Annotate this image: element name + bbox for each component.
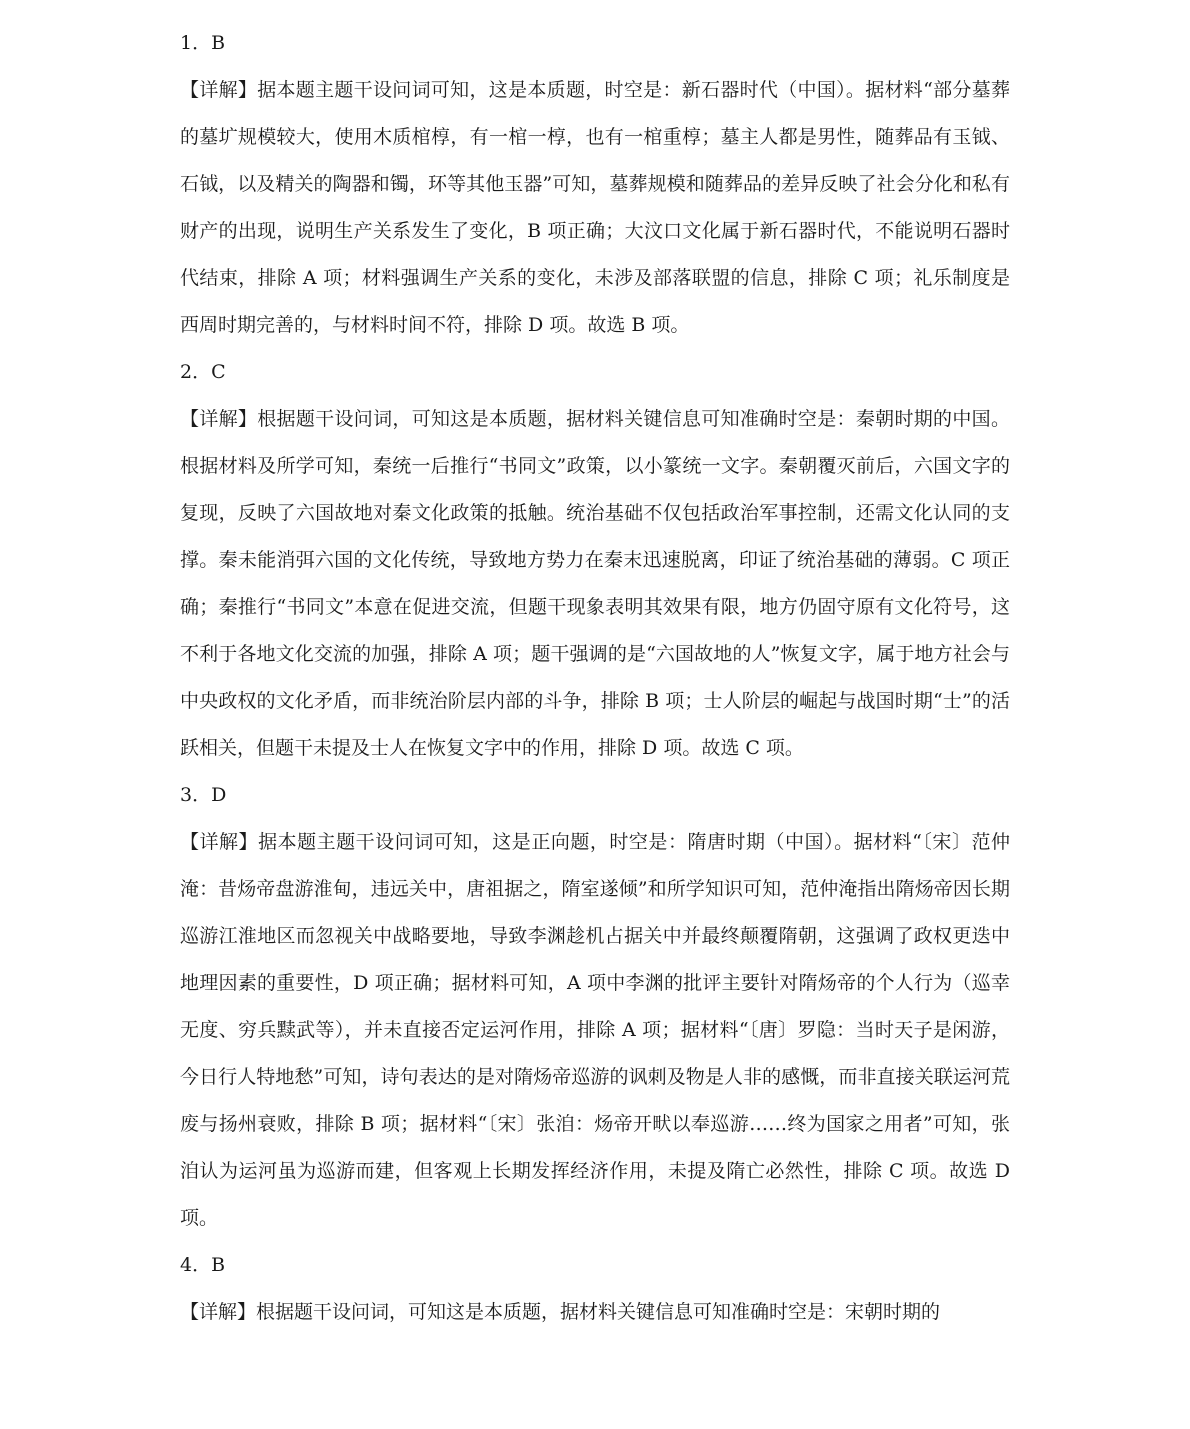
explanation-paragraph — [180, 67, 1010, 349]
explanation-tag: 【详解】 — [180, 408, 258, 430]
question-block-1 — [180, 20, 1010, 349]
explanation-tag: 【详解】 — [180, 1301, 257, 1323]
explanation-paragraph — [180, 1289, 1010, 1336]
explanation-text: 据本题主题干设问词可知，这是本质题，时空是：新石器时代（中国）。据材料“部分墓葬的墓圹规模较大，使用木质棺椁，有一棺一椁，也有一棺重椁；墓主人都是男性，随葬品有玉钺、石钺，以及精关的陶器和镯，环等其他玉器”可知，墓葬规模和随葬品的差异反映了社会分化和私有财产的出现，说明生产关系发生了变化，B 项正确；大汶口文化属于新石器时代，不能说明石器时代结束，排除 A 项；材料强调生产关系的变化，未涉及部落联盟的信息，排除 C 项；礼乐制度是西周时期完善的，与材料时间不符，排除 D 项。故选 B 项。 — [180, 79, 1010, 336]
question-block-4 — [180, 1242, 1010, 1336]
answer-label: 3．D — [180, 784, 227, 806]
explanation-tag: 【详解】 — [180, 831, 259, 853]
answer-label: 4．B — [180, 1254, 226, 1276]
question-block-3 — [180, 772, 1010, 1242]
explanation-paragraph — [180, 819, 1010, 1242]
answer-explanation-page — [180, 20, 1010, 1336]
explanation-paragraph — [180, 396, 1010, 772]
answer-label: 1．B — [180, 32, 226, 54]
question-block-2 — [180, 349, 1010, 772]
explanation-tag: 【详解】 — [180, 79, 258, 101]
explanation-text: 根据题干设问词，可知这是本质题，据材料关键信息可知准确时空是：宋朝时期的 — [256, 1301, 941, 1323]
explanation-text: 根据题干设问词，可知这是本质题，据材料关键信息可知准确时空是：秦朝时期的中国。根据材料及所学可知，秦统一后推行“书同文”政策，以小篆统一文字。秦朝覆灭前后，六国文字的复现，反映了六国故地对秦文化政策的抵触。统治基础不仅包括政治军事控制，还需文化认同的支撑。秦未能消弭六国的文化传统，导致地方势力在秦末迅速脱离，印证了统治基础的薄弱。C 项正确；秦推行“书同文”本意在促进交流，但题干现象表明其效果有限，地方仍固守原有文化符号，这不利于各地文化交流的加强，排除 A 项；题干强调的是“六国故地的人”恢复文字，属于地方社会与中央政权的文化矛盾，而非统治阶层内部的斗争，排除 B 项；士人阶层的崛起与战国时期“士”的活跃相关，但题干未提及士人在恢复文字中的作用，排除 D 项。故选 C 项。 — [180, 408, 1010, 759]
explanation-text: 据本题主题干设问词可知，这是正向题，时空是：隋唐时期（中国）。据材料“〔宋〕范仲淹：昔炀帝盘游淮甸，违远关中，唐祖据之，隋室遂倾”和所学知识可知，范仲淹指出隋炀帝因长期巡游江淮地区而忽视关中战略要地，导致李渊趁机占据关中并最终颠覆隋朝，这强调了政权更迭中地理因素的重要性，D 项正确；据材料可知，A 项中李渊的批评主要针对隋炀帝的个人行为（巡幸无度、穷兵黩武等），并未直接否定运河作用，排除 A 项；据材料“〔唐〕罗隐：当时天子是闲游，今日行人特地愁”可知，诗句表达的是对隋炀帝巡游的讽刺及物是人非的感慨，而非直接关联运河荒废与扬州衰败，排除 B 项；据材料“〔宋〕张洎：炀帝开畎以奉巡游……终为国家之用者”可知，张洎认为运河虽为巡游而建，但客观上长期发挥经济作用，未提及隋亡必然性，排除 C 项。故选 D 项。 — [180, 831, 1010, 1229]
answer-label: 2．C — [180, 361, 226, 383]
